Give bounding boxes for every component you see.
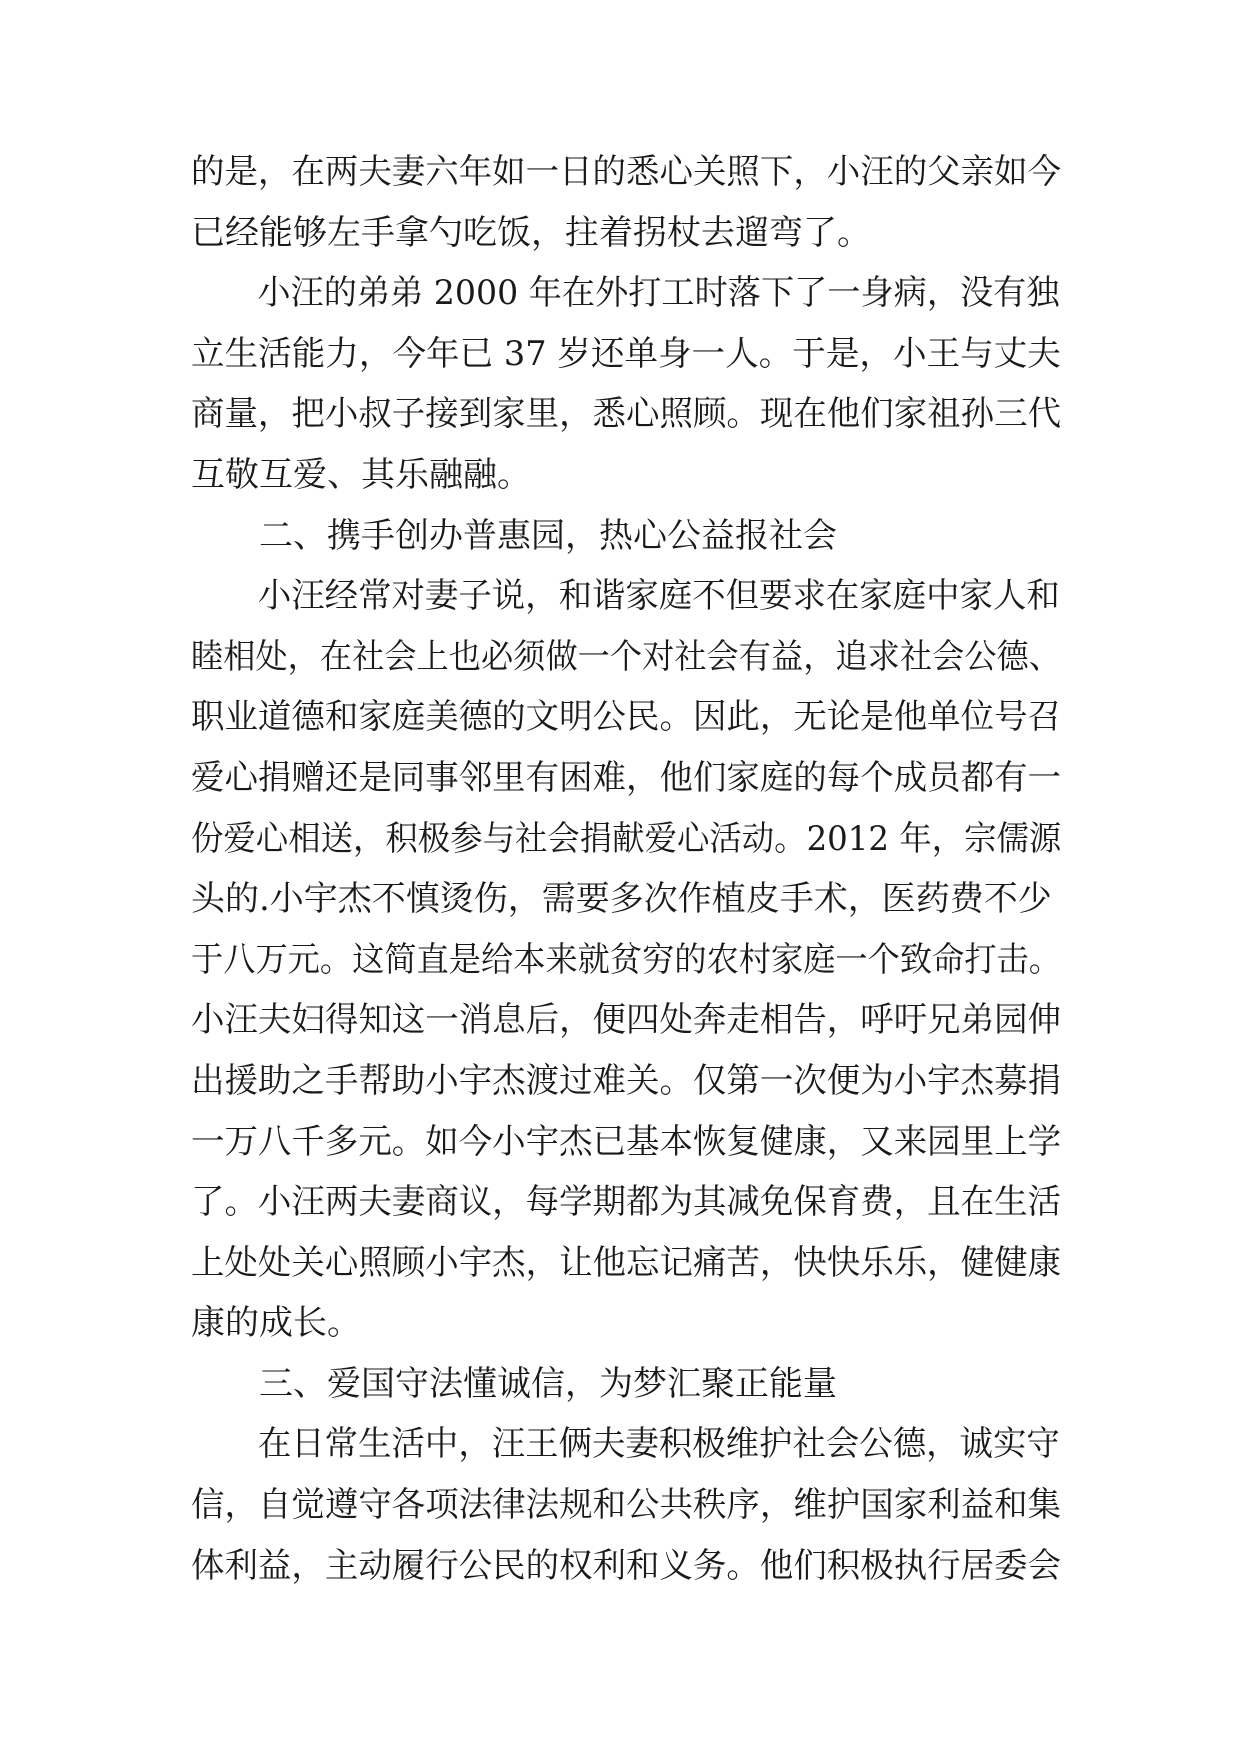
text-line: 职业道德和家庭美德的文明公民。因此，无论是他单位号召 (191, 697, 1062, 738)
text-line: 份爱心相送，积极参与社会捐献爱心活动。2012 年，宗儒源 (191, 818, 1062, 859)
text-line: 立生活能力，今年已 37 岁还单身一人。于是，小王与丈夫 (191, 333, 1061, 374)
paragraph-first-line: 在日常生活中，汪王俩夫妻积极维护社会公德，诚实守 (257, 1424, 1060, 1465)
document-page (191, 142, 1061, 1596)
text-line: 上处处关心照顾小宇杰，让他忘记痛苦，快快乐乐，健健康 (191, 1242, 1062, 1283)
text-line: 康的成长。 (191, 1303, 361, 1344)
paragraph-first-line: 小汪的弟弟 2000 年在外打工时落下了一身病，没有独 (257, 273, 1060, 314)
paragraph-first-line: 二、携手创办普惠园，热心公益报社会 (259, 515, 837, 556)
paragraph-first-line: 小汪经常对妻子说，和谐家庭不但要求在家庭中家人和 (257, 576, 1060, 617)
text-line: 了。小汪两夫妻商议，每学期都为其减免保育费，且在生活 (191, 1182, 1062, 1223)
text-line: 互敬互爱、其乐融融。 (191, 454, 531, 495)
text-line: 小汪夫妇得知这一消息后，便四处奔走相告，呼吁兄弟园伸 (191, 1000, 1062, 1041)
text-line: 的是，在两夫妻六年如一日的悉心关照下，小汪的父亲如今 (191, 152, 1062, 192)
text-line: 一万八千多元。如今小宇杰已基本恢复健康，又来园里上学 (191, 1121, 1062, 1162)
paragraph-first-line: 三、爱国守法懂诚信，为梦汇聚正能量 (259, 1363, 837, 1404)
text-line: 信，自觉遵守各项法律法规和公共秩序，维护国家利益和集 (191, 1485, 1062, 1526)
text-line: 已经能够左手拿勺吃饭，拄着拐杖去遛弯了。 (191, 212, 871, 253)
text-line: 头的.小宇杰不慎烫伤，需要多次作植皮手术，医药费不少 (191, 879, 1052, 920)
text-line: 出援助之手帮助小宇杰渡过难关。仅第一次便为小宇杰募捐 (191, 1060, 1062, 1101)
text-line: 于八万元。这简直是给本来就贫穷的农村家庭一个致命打击。 (191, 939, 1061, 980)
text-line: 睦相处，在社会上也必须做一个对社会有益，追求社会公德、 (191, 636, 1061, 677)
text-line: 体利益，主动履行公民的权利和义务。他们积极执行居委会 (191, 1545, 1062, 1586)
text-line: 爱心捐赠还是同事邻里有困难，他们家庭的每个成员都有一 (191, 757, 1062, 798)
text-line: 商量，把小叔子接到家里，悉心照顾。现在他们家祖孙三代 (191, 394, 1062, 435)
